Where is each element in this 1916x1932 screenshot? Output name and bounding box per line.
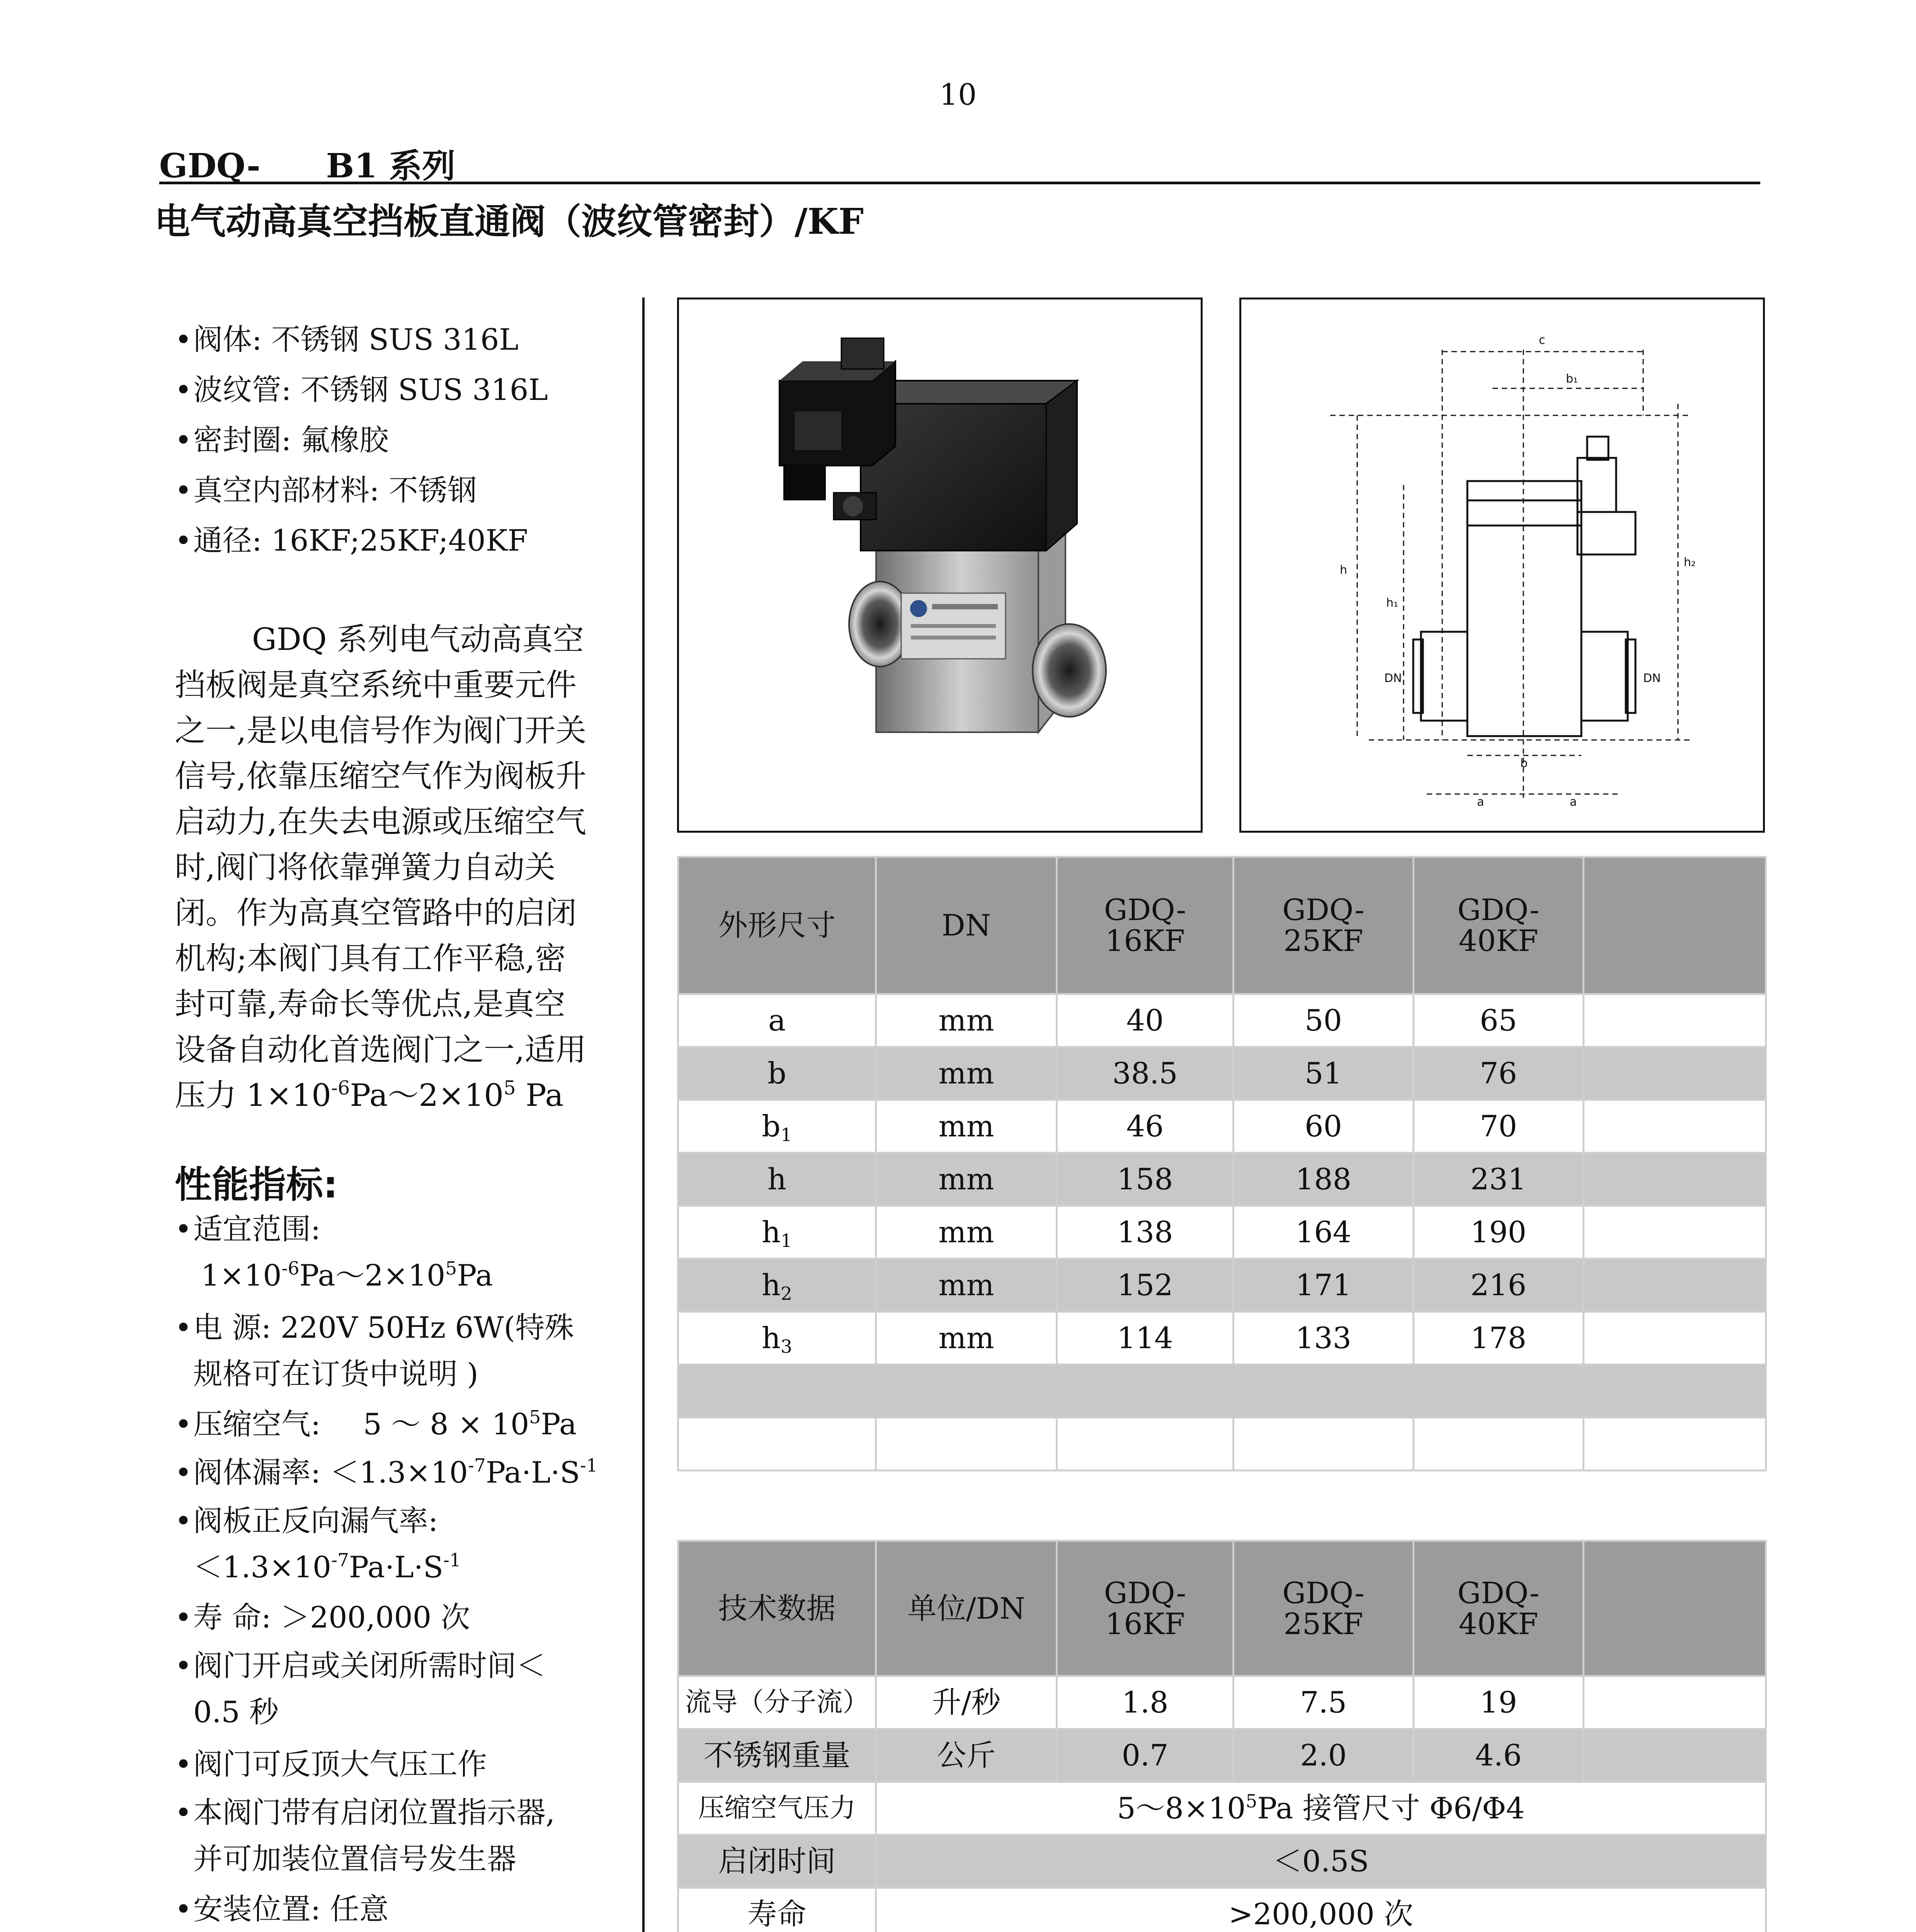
empty-cell	[1234, 1418, 1414, 1471]
tech-name: 启闭时间	[678, 1835, 876, 1888]
dim-empty	[1584, 1153, 1766, 1206]
description-pressure-line: 压力 $1\times 10^{-6}Pa\sim 2\times 10^5$ Pa	[175, 1077, 564, 1113]
dim-empty	[1584, 1312, 1766, 1365]
tech-25kf: 7.5	[1234, 1676, 1414, 1729]
perf-atm: •阀门可反顶大气压工作	[175, 1747, 487, 1781]
dim-unit: mm	[876, 1259, 1057, 1312]
dim-40kf: 76	[1414, 1047, 1584, 1100]
tech-25kf: 2.0	[1234, 1729, 1414, 1782]
empty-cell	[678, 1418, 876, 1471]
dim-16kf: 152	[1057, 1259, 1234, 1312]
header-dn: DN	[876, 857, 1057, 994]
material-item: •真空内部材料: 不锈钢	[175, 473, 477, 507]
header-rule	[159, 182, 1760, 184]
perf-plate-leak-value: $<1.3\times 10^{-7}Pa\cdot L\cdot S^{-1}$	[193, 1549, 461, 1584]
drawing-label-h: h	[1340, 563, 1348, 577]
dim-25kf: 188	[1234, 1153, 1414, 1206]
tech-unit: 公斤	[876, 1729, 1057, 1782]
table-row	[678, 1729, 1766, 1782]
drawing-label-b: b	[1520, 757, 1528, 770]
page-number: 10	[939, 77, 977, 112]
description-line: 时,阀门将依靠弹簧力自动关	[175, 849, 556, 885]
dim-40kf: 178	[1414, 1312, 1584, 1365]
tech-merged-value: >200,000 次	[876, 1888, 1766, 1932]
dimensions-table	[677, 856, 1767, 1471]
drawing-label-a-right: a	[1570, 795, 1577, 809]
drawing-label-h2: h₂	[1684, 556, 1696, 569]
perf-indicator: •本阀门带有启闭位置指示器,	[175, 1795, 555, 1830]
table-row-empty	[678, 1418, 1766, 1471]
tech-empty	[1584, 1729, 1766, 1782]
perf-power-cont: 规格可在订货中说明 )	[193, 1357, 478, 1391]
tech-16kf: 1.8	[1057, 1676, 1234, 1729]
header-16kf: GDQ- 16KF	[1057, 1541, 1234, 1676]
empty-cell	[1584, 1418, 1766, 1471]
dim-empty	[1584, 1047, 1766, 1100]
material-item: •密封圈: 氟橡胶	[175, 423, 389, 457]
dim-25kf: 51	[1234, 1047, 1414, 1100]
perf-range-label: •适宜范围:	[175, 1212, 321, 1246]
dim-16kf: 40	[1057, 994, 1234, 1047]
description-line: 闭。作为高真空管路中的启闭	[175, 895, 577, 931]
dim-25kf: 60	[1234, 1100, 1414, 1153]
dim-name: h	[678, 1153, 876, 1206]
dimension-drawing	[1241, 299, 1763, 831]
dim-16kf: 38.5	[1057, 1047, 1234, 1100]
dim-unit: mm	[876, 1100, 1057, 1153]
dim-25kf: 171	[1234, 1259, 1414, 1312]
dim-name: $h_3$	[678, 1312, 876, 1365]
header-25kf: GDQ- 25KF	[1234, 1541, 1414, 1676]
drawing-label-c: c	[1539, 333, 1545, 347]
perf-body-leak: •阀体漏率: $<1.3\times 10^{-7}Pa\cdot L\cdot S^{-1}$	[175, 1455, 598, 1490]
page-subtitle: 电气动高真空挡板直通阀（波纹管密封）/KF	[155, 201, 864, 242]
perf-time-cont: 0.5 秒	[193, 1695, 279, 1729]
product-photo-frame	[677, 298, 1203, 833]
table-row	[678, 1206, 1766, 1259]
dim-40kf: 216	[1414, 1259, 1584, 1312]
perf-time: •阀门开启或关闭所需时间＜	[175, 1648, 546, 1683]
drawing-label-dn-left: DN	[1384, 672, 1402, 685]
header-empty	[1584, 1541, 1766, 1676]
dim-25kf: 50	[1234, 994, 1414, 1047]
description-line: 启动力,在失去电源或压缩空气	[175, 804, 587, 840]
dimension-drawing-frame	[1239, 298, 1765, 833]
material-item: •通径: 16KF;25KF;40KF	[175, 523, 528, 558]
header-dim: 外形尺寸	[678, 857, 876, 994]
drawing-label-dn-right: DN	[1643, 672, 1661, 685]
dim-name: $h_2$	[678, 1259, 876, 1312]
dim-25kf: 164	[1234, 1206, 1414, 1259]
dim-40kf: 190	[1414, 1206, 1584, 1259]
perf-life: •寿 命: ＞200,000 次	[175, 1600, 470, 1634]
table-row	[678, 1100, 1766, 1153]
tech-data-table	[677, 1540, 1767, 1932]
series-title	[159, 139, 455, 187]
header-empty	[1584, 857, 1766, 994]
header-tech: 技术数据	[678, 1541, 876, 1676]
tech-empty	[1584, 1676, 1766, 1729]
dim-empty	[1584, 1100, 1766, 1153]
empty-cell	[1057, 1418, 1234, 1471]
dim-40kf: 70	[1414, 1100, 1584, 1153]
dimensions-header-row	[678, 857, 1766, 994]
header-unit-dn: 单位/DN	[876, 1541, 1057, 1676]
perf-indicator-cont: 并可加装位置信号发生器	[193, 1842, 516, 1876]
description-line: GDQ 系列电气动高真空	[252, 621, 584, 657]
dim-unit: mm	[876, 994, 1057, 1047]
dim-40kf: 231	[1414, 1153, 1584, 1206]
header-25kf: GDQ- 25KF	[1234, 857, 1414, 994]
perf-air: •压缩空气: 5 ～ $8 \times 10^5Pa$	[175, 1406, 577, 1441]
tech-name: 流导（分子流）	[678, 1676, 876, 1729]
dim-name: $b_1$	[678, 1100, 876, 1153]
header-40kf: GDQ- 40KF	[1414, 1541, 1584, 1676]
performance-heading: 性能指标:	[175, 1163, 338, 1206]
dim-16kf: 138	[1057, 1206, 1234, 1259]
tech-merged-value: $5\sim 8\times 10^5Pa$ 接管尺寸 Φ6/Φ4	[876, 1782, 1766, 1835]
table-row-empty	[678, 1365, 1766, 1418]
dim-name: a	[678, 994, 876, 1047]
tech-name: 不锈钢重量	[678, 1729, 876, 1782]
material-item: •波纹管: 不锈钢 SUS 316L	[175, 372, 548, 407]
header-16kf: GDQ- 16KF	[1057, 857, 1234, 994]
drawing-label-b1: b₁	[1566, 372, 1578, 386]
dim-name: $h_1$	[678, 1206, 876, 1259]
valve-photo	[679, 299, 1201, 831]
tech-40kf: 4.6	[1414, 1729, 1584, 1782]
column-divider	[642, 298, 645, 1932]
series-prefix: GDQ-	[159, 146, 260, 185]
description-line: 机构;本阀门具有工作平稳,密	[175, 940, 566, 976]
table-row	[678, 1047, 1766, 1100]
tech-merged-value: ＜0.5S	[876, 1835, 1766, 1888]
table-row	[678, 1835, 1766, 1888]
empty-cell	[678, 1365, 1766, 1418]
dim-unit: mm	[876, 1047, 1057, 1100]
tech-16kf: 0.7	[1057, 1729, 1234, 1782]
description-line: 信号,依靠压缩空气作为阀板升	[175, 758, 587, 794]
dim-empty	[1584, 1259, 1766, 1312]
table-row	[678, 1782, 1766, 1835]
table-row	[678, 1259, 1766, 1312]
tech-40kf: 19	[1414, 1676, 1584, 1729]
table-row	[678, 1153, 1766, 1206]
description-line: 挡板阀是真空系统中重要元件	[175, 667, 577, 703]
tech-name: 压缩空气压力	[678, 1782, 876, 1835]
empty-cell	[1414, 1418, 1584, 1471]
table-row	[678, 1312, 1766, 1365]
description-line: 设备自动化首选阀门之一,适用	[175, 1032, 587, 1068]
dim-unit: mm	[876, 1153, 1057, 1206]
table-row	[678, 1676, 1766, 1729]
tech-name: 寿命	[678, 1888, 876, 1932]
description-line: 封可靠,寿命长等优点,是真空	[175, 986, 565, 1022]
empty-cell	[876, 1418, 1057, 1471]
drawing-label-a-left: a	[1477, 795, 1484, 809]
tech-unit: 升/秒	[876, 1676, 1057, 1729]
table-row	[678, 994, 1766, 1047]
table-row	[678, 1888, 1766, 1932]
dim-16kf: 46	[1057, 1100, 1234, 1153]
perf-mount: •安装位置: 任意	[175, 1892, 389, 1926]
dim-name: b	[678, 1047, 876, 1100]
dim-25kf: 133	[1234, 1312, 1414, 1365]
header-40kf: GDQ- 40KF	[1414, 857, 1584, 994]
dim-empty	[1584, 994, 1766, 1047]
dim-16kf: 158	[1057, 1153, 1234, 1206]
perf-plate-leak: •阀板正反向漏气率:	[175, 1503, 438, 1538]
description-line: 之一,是以电信号作为阀门开关	[175, 713, 587, 748]
perf-power: •电 源: 220V 50Hz 6W(特殊	[175, 1310, 574, 1345]
material-item: •阀体: 不锈钢 SUS 316L	[175, 322, 519, 357]
series-suffix: B1 系列	[326, 146, 456, 185]
dim-unit: mm	[876, 1312, 1057, 1365]
tech-header-row	[678, 1541, 1766, 1676]
dim-empty	[1584, 1206, 1766, 1259]
drawing-label-h1: h₁	[1386, 596, 1399, 610]
perf-range-value: $1\times 10^{-6}Pa\sim 2\times 10^5Pa$	[201, 1258, 493, 1293]
dim-unit: mm	[876, 1206, 1057, 1259]
dim-16kf: 114	[1057, 1312, 1234, 1365]
dim-40kf: 65	[1414, 994, 1584, 1047]
